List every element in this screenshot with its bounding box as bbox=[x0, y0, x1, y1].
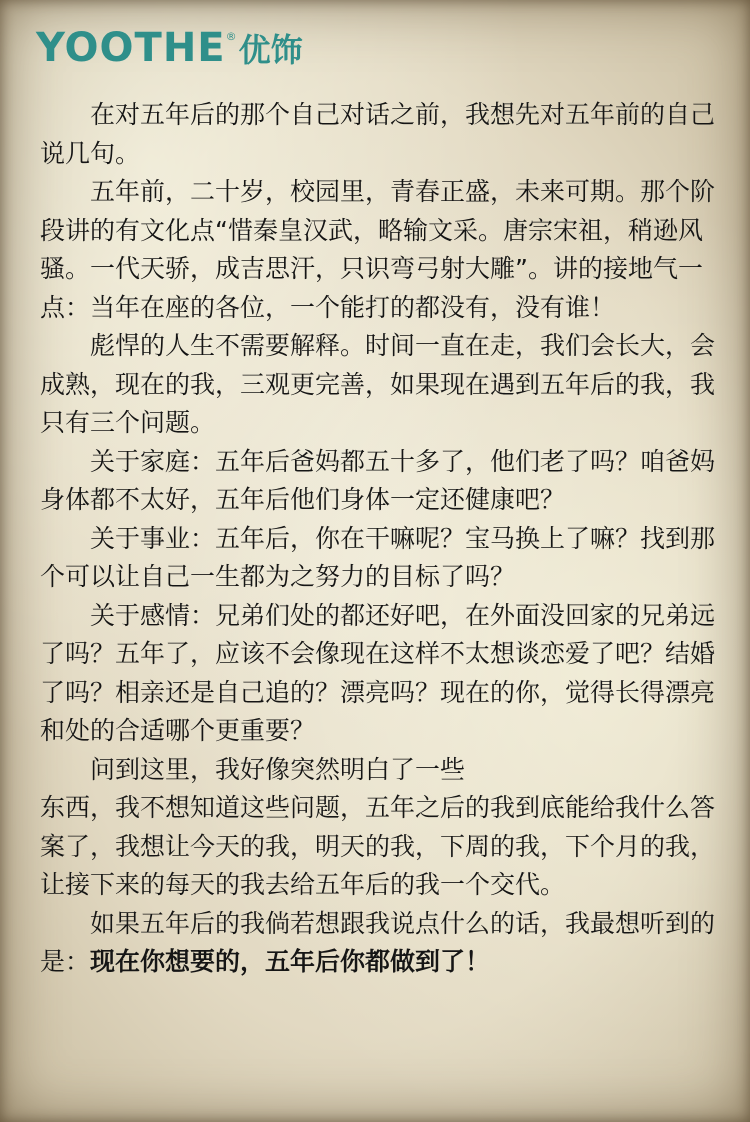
final-bold-text: 现在你想要的，五年后你都做到了！ bbox=[90, 947, 491, 976]
realization-line-1: 问到这里，我好像突然明白了一些 bbox=[90, 754, 466, 784]
logo-latin-text: YOOTHE bbox=[36, 25, 226, 71]
yoothe-logo bbox=[36, 26, 303, 70]
paragraph-career: 关于事业：五年后，你在干嘛呢？宝马换上了嘛？找到那个可以让自己一生都为之努力的目标了吗？ bbox=[40, 523, 716, 591]
registered-mark: ® bbox=[225, 30, 237, 43]
paragraph-final bbox=[40, 905, 730, 982]
paragraph-life: 彪悍的人生不需要解释。时间一直在走，我们会长大，会成熟，现在的我，三观更完善，如果现在遇到五年后的我，我只有三个问题。 bbox=[40, 331, 716, 437]
final-plain-text: 如果五年后的我倘若想跟我说点什么的话，我最想听到的是： bbox=[40, 908, 716, 976]
paragraph-relationships: 关于感情：兄弟们处的都还好吧，在外面没回家的兄弟远了吗？五年了，应该不会像现在这样不太想谈恋爱了吧？结婚了吗？相亲还是自己追的？漂亮吗？现在的你，觉得长得漂亮和处的合适哪个更重要？ bbox=[40, 600, 716, 745]
paragraph-realization bbox=[40, 751, 730, 905]
article-body bbox=[40, 96, 730, 982]
logo-chinese-text: 优饰 bbox=[238, 31, 303, 69]
realization-rest: 东西，我不想知道这些问题，五年之后的我到底能给我什么答案了，我想让今天的我，明天的我，下周的我，下个月的我，让接下来的每天的我去给五年后的我一个交代。 bbox=[40, 793, 716, 899]
paragraph-five-years-ago: 五年前，二十岁，校园里，青春正盛，未来可期。那个阶段讲的有文化点“惜秦皇汉武，略输文采。唐宗宋祖，稍逊风骚。一代天骄，成吉思汗，只识弯弓射大雕”。讲的接地气一点：当年在座的各位，一个能打的都没有，没有谁！ bbox=[40, 177, 716, 322]
paragraph-intro: 在对五年后的那个自己对话之前，我想先对五年前的自己说几句。 bbox=[40, 100, 716, 168]
paragraph-family: 关于家庭：五年后爸妈都五十多了，他们老了吗？咱爸妈身体都不太好，五年后他们身体一定还健康吧？ bbox=[40, 446, 716, 514]
